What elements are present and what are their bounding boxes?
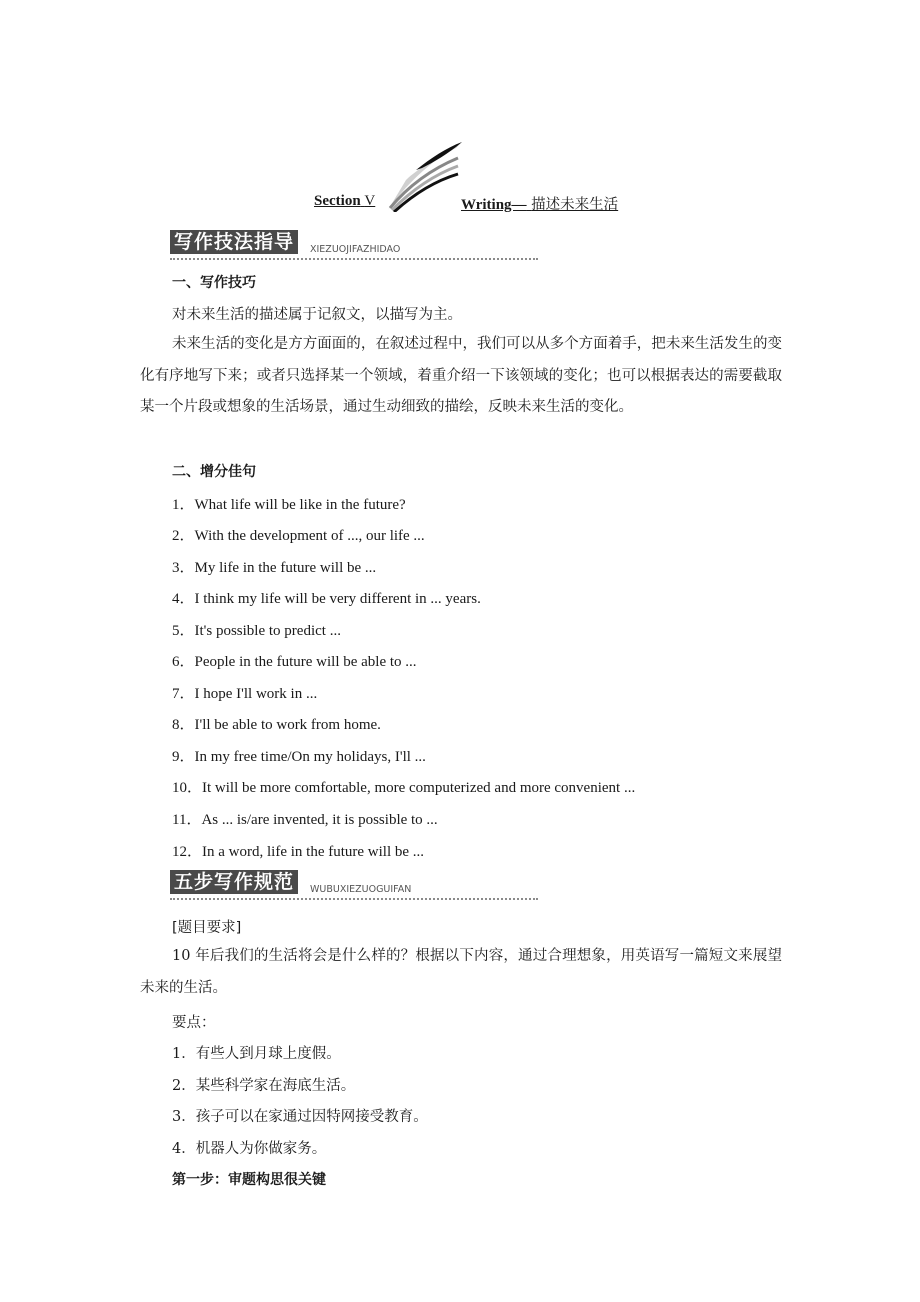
banner-pinyin: WUBUXIEZUOGUIFAN — [310, 884, 412, 895]
list-item: 11．As ... is/are invented, it is possible to ... — [172, 812, 438, 828]
banner-writing-skills — [170, 230, 538, 260]
task-prompt: 10 年后我们的生活将会是什么样的？根据以下内容，通过合理想象，用英语写一篇短文来展望未来的生活。 — [140, 948, 782, 996]
swoosh-logo-icon — [386, 140, 466, 212]
list-item: 3．My life in the future will be ... — [172, 560, 377, 576]
list-item: 3．孩子可以在家通过因特网接受教育。 — [172, 1109, 428, 1125]
section-label: Section — [314, 193, 361, 209]
banner-label: 五步写作规范 — [170, 870, 298, 894]
list-item: 2．With the development of ..., our life ... — [172, 528, 425, 544]
list-item: 6．People in the future will be able to ... — [172, 654, 417, 670]
topic-title: 描述未来生活 — [531, 197, 619, 213]
list-item: 4．机器人为你做家务。 — [172, 1141, 327, 1157]
part1-heading: 一、写作技巧 — [172, 275, 256, 291]
step1-heading: 第一步：审题构思很关键 — [172, 1172, 326, 1188]
list-item: 12．In a word, life in the future will be ... — [172, 844, 425, 860]
list-item: 5．It's possible to predict ... — [172, 623, 341, 639]
writing-title — [461, 193, 618, 214]
banner-pinyin: XIEZUOJIFAZHIDAO — [310, 244, 401, 255]
part2-heading: 二、增分佳句 — [172, 464, 256, 480]
writing-label: Writing— — [461, 197, 527, 213]
section-number: V — [364, 193, 376, 209]
list-item: 7．I hope I'll work in ... — [172, 686, 318, 702]
dotted-divider — [170, 898, 538, 900]
list-item: 1．What life will be like in the future? — [172, 497, 406, 513]
banner-five-steps — [170, 870, 538, 900]
dotted-divider — [170, 258, 538, 260]
points-label: 要点： — [172, 1015, 216, 1031]
list-item: 4．I think my life will be very different in ... years. — [172, 591, 481, 607]
list-item: 8．I'll be able to work from home. — [172, 717, 381, 733]
part1-para1: 对未来生活的描述属于记叙文，以描写为主。 — [172, 307, 462, 323]
list-item: 10．It will be more comfortable, more computerized and more convenient ... — [172, 780, 636, 796]
section-title — [314, 193, 375, 210]
list-item: 1．有些人到月球上度假。 — [172, 1046, 341, 1062]
banner-label: 写作技法指导 — [170, 230, 298, 254]
list-item: 9．In my free time/On my holidays, I'll ... — [172, 749, 426, 765]
list-item: 2．某些科学家在海底生活。 — [172, 1078, 356, 1094]
task-label: [题目要求] — [172, 920, 242, 936]
part1-para2: 未来生活的变化是方方面面的，在叙述过程中，我们可以从多个方面着手，把未来生活发生的变化有序地写下来；或者只选择某一个领域，着重介绍一下该领域的变化；也可以根据表达的需要截取某一个片段或想象的生活场景，通过生动细致的描绘，反映未来生活的变化。 — [140, 336, 782, 415]
